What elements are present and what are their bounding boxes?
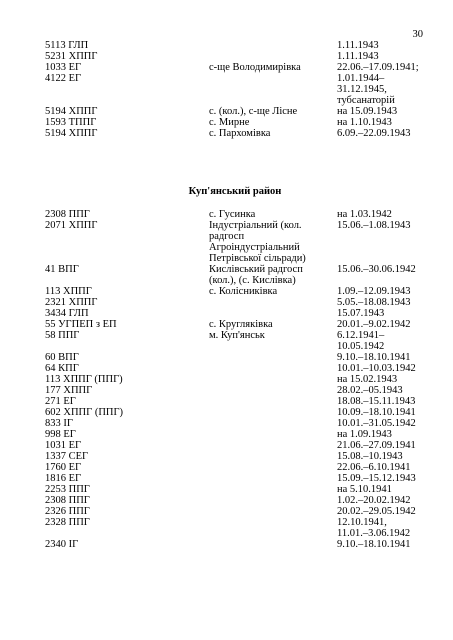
table-row [45, 440, 425, 451]
table-row [45, 429, 425, 440]
location-line: (кол.), (с. Кислівка) [209, 275, 296, 286]
hospital-period [337, 429, 425, 440]
hospital-location [209, 374, 337, 385]
location-line: Індустріальний (кол. [209, 220, 302, 231]
hospital-unit: 58 ППГ [45, 330, 80, 341]
hospital-period [337, 495, 425, 506]
table-row [45, 407, 425, 418]
hospital-unit: 60 ВПГ [45, 352, 79, 363]
hospital-list-section-2 [45, 209, 425, 550]
table-row [45, 209, 425, 220]
hospital-list-section-1 [45, 40, 425, 139]
hospital-location [209, 495, 337, 506]
table-row [45, 451, 425, 462]
period-line: 21.06.–27.09.1941 [337, 440, 416, 451]
period-line: тубсанаторій [337, 95, 395, 106]
hospital-period [337, 473, 425, 484]
hospital-period [337, 106, 425, 117]
hospital-period [337, 308, 425, 319]
period-line: 15.07.1943 [337, 308, 385, 319]
hospital-period [337, 286, 425, 297]
hospital-period [337, 319, 425, 330]
hospital-period [337, 209, 425, 220]
hospital-location [209, 51, 337, 62]
period-line: 15.08.–10.1943 [337, 451, 403, 462]
hospital-unit: 113 ХППГ [45, 286, 92, 297]
period-line: на 1.03.1942 [337, 209, 392, 220]
hospital-unit: 2253 ППГ [45, 484, 90, 495]
hospital-unit: 64 КПГ [45, 363, 79, 374]
table-row [45, 117, 425, 128]
period-line: 31.12.1945, [337, 84, 387, 95]
hospital-location [209, 473, 337, 484]
hospital-location [209, 484, 337, 495]
period-line: 1.11.1943 [337, 51, 379, 62]
hospital-period [337, 374, 425, 385]
location-line: радгосп [209, 231, 245, 242]
hospital-period [337, 407, 425, 418]
hospital-unit: 2321 ХППГ [45, 297, 98, 308]
table-row [45, 62, 425, 73]
period-line: 18.08.–15.11.1943 [337, 396, 416, 407]
table-row [45, 385, 425, 396]
table-row [45, 352, 425, 363]
location-line: с-ще Володимирівка [209, 62, 301, 73]
table-row [45, 40, 425, 51]
table-row [45, 484, 425, 495]
hospital-location [209, 517, 337, 539]
period-line: 6.09.–22.09.1943 [337, 128, 411, 139]
hospital-unit: 5231 ХППГ [45, 51, 98, 62]
hospital-unit: 1033 ЕГ [45, 62, 82, 73]
hospital-location [209, 429, 337, 440]
hospital-location [209, 407, 337, 418]
hospital-location [209, 73, 337, 106]
hospital-period [337, 330, 425, 352]
hospital-unit: 998 ЕГ [45, 429, 76, 440]
hospital-period [337, 51, 425, 62]
hospital-unit: 177 ХППГ [45, 385, 93, 396]
hospital-location [209, 106, 337, 117]
table-row [45, 330, 425, 352]
hospital-location [209, 385, 337, 396]
hospital-period [337, 506, 425, 517]
hospital-period [337, 297, 425, 308]
hospital-location [209, 451, 337, 462]
period-line: 9.10.–18.10.1941 [337, 352, 411, 363]
hospital-location [209, 330, 337, 352]
hospital-period [337, 220, 425, 264]
period-line: 10.01.–10.03.1942 [337, 363, 416, 374]
period-line: 20.02.–29.05.1942 [337, 506, 416, 517]
hospital-location [209, 319, 337, 330]
location-line: Агроіндустріальний [209, 242, 300, 253]
location-line: с. Мирне [209, 117, 250, 128]
period-line: 22.06.–6.10.1941 [337, 462, 411, 473]
table-row [45, 396, 425, 407]
table-row [45, 363, 425, 374]
period-line: 1.01.1944– [337, 73, 385, 84]
period-line: 10.01.–31.05.1942 [337, 418, 416, 429]
district-heading-kupiansk: Куп'янський район [188, 186, 282, 197]
hospital-unit: 2326 ППГ [45, 506, 90, 517]
table-row [45, 418, 425, 429]
table-row [45, 286, 425, 297]
hospital-period [337, 517, 425, 539]
location-line: Кислівський радгосп [209, 264, 303, 275]
period-line: 9.10.–18.10.1941 [337, 539, 411, 550]
hospital-location [209, 62, 337, 73]
location-line: Петрівської сільради) [209, 253, 306, 264]
table-row [45, 51, 425, 62]
hospital-unit: 5194 ХППГ [45, 106, 98, 117]
table-row [45, 495, 425, 506]
hospital-location [209, 352, 337, 363]
location-line: с. Гусинка [209, 209, 256, 220]
hospital-location [209, 440, 337, 451]
table-row [45, 374, 425, 385]
period-line: 15.09.–15.12.1943 [337, 473, 416, 484]
hospital-location [209, 506, 337, 517]
location-line: м. Куп'янськ [209, 330, 265, 341]
hospital-location [209, 117, 337, 128]
hospital-period [337, 40, 425, 51]
table-row [45, 220, 425, 264]
location-line: с. Колісниківка [209, 286, 278, 297]
page-number: 30 [412, 29, 423, 40]
hospital-unit: 5113 ГЛП [45, 40, 89, 51]
hospital-location [209, 396, 337, 407]
hospital-unit: 1816 ЕГ [45, 473, 82, 484]
period-line: 5.05.–18.08.1943 [337, 297, 411, 308]
hospital-location [209, 539, 337, 550]
hospital-period [337, 451, 425, 462]
period-line: 1.09.–12.09.1943 [337, 286, 411, 297]
hospital-location [209, 462, 337, 473]
hospital-location [209, 209, 337, 220]
hospital-location [209, 363, 337, 374]
table-row [45, 473, 425, 484]
period-line: на 5.10.1941 [337, 484, 392, 495]
hospital-period [337, 385, 425, 396]
period-line: 15.06.–1.08.1943 [337, 220, 411, 231]
table-row [45, 106, 425, 117]
period-line: на 1.10.1943 [337, 117, 392, 128]
hospital-unit: 113 ХППГ (ППГ) [45, 374, 123, 385]
period-line: 20.01.–9.02.1942 [337, 319, 411, 330]
table-row [45, 319, 425, 330]
table-row [45, 264, 425, 286]
hospital-unit: 5194 ХППГ [45, 128, 98, 139]
table-row [45, 462, 425, 473]
table-row [45, 128, 425, 139]
period-line: 10.09.–18.10.1941 [337, 407, 416, 418]
hospital-unit: 271 ЕГ [45, 396, 76, 407]
table-row [45, 297, 425, 308]
hospital-period [337, 440, 425, 451]
period-line: 15.06.–30.06.1942 [337, 264, 416, 275]
hospital-location [209, 286, 337, 297]
table-row [45, 308, 425, 319]
hospital-location [209, 220, 337, 264]
hospital-period [337, 128, 425, 139]
hospital-period [337, 462, 425, 473]
hospital-unit: 55 УГПЕП з ЕП [45, 319, 117, 330]
hospital-unit: 2071 ХППГ [45, 220, 98, 231]
period-line: 12.10.1941, [337, 517, 387, 528]
period-line: 10.05.1942 [337, 341, 385, 352]
hospital-period [337, 363, 425, 374]
hospital-period [337, 62, 425, 73]
location-line: с. Кругляківка [209, 319, 273, 330]
location-line: с. Пархомівка [209, 128, 271, 139]
table-row [45, 517, 425, 539]
hospital-period [337, 117, 425, 128]
hospital-unit: 833 ІГ [45, 418, 73, 429]
hospital-period [337, 418, 425, 429]
period-line: 11.01.–3.06.1942 [337, 528, 411, 539]
hospital-location [209, 418, 337, 429]
hospital-period [337, 352, 425, 363]
period-line: 6.12.1941– [337, 330, 385, 341]
table-row [45, 73, 425, 106]
period-line: 28.02.–05.1943 [337, 385, 403, 396]
hospital-location [209, 40, 337, 51]
hospital-unit: 1031 ЕГ [45, 440, 82, 451]
hospital-unit: 602 ХППГ (ППГ) [45, 407, 124, 418]
hospital-location [209, 297, 337, 308]
period-line: на 15.02.1943 [337, 374, 398, 385]
hospital-unit: 1337 СЕГ [45, 451, 89, 462]
hospital-unit: 2340 ІГ [45, 539, 79, 550]
hospital-period [337, 396, 425, 407]
period-line: на 15.09.1943 [337, 106, 398, 117]
hospital-unit: 2308 ППГ [45, 209, 90, 220]
hospital-location [209, 128, 337, 139]
table-row [45, 506, 425, 517]
hospital-location [209, 308, 337, 319]
hospital-period [337, 73, 425, 106]
hospital-period [337, 264, 425, 286]
location-line: с. (кол.), с-ще Лісне [209, 106, 298, 117]
hospital-period [337, 539, 425, 550]
period-line: 22.06.–17.09.1941; [337, 62, 419, 73]
period-line: на 1.09.1943 [337, 429, 392, 440]
hospital-unit: 2328 ППГ [45, 517, 90, 528]
hospital-location [209, 264, 337, 286]
period-line: 1.02.–20.02.1942 [337, 495, 411, 506]
hospital-unit: 41 ВПГ [45, 264, 79, 275]
period-line: 1.11.1943 [337, 40, 379, 51]
hospital-unit: 3434 ГЛП [45, 308, 89, 319]
hospital-unit: 2308 ППГ [45, 495, 90, 506]
hospital-period [337, 484, 425, 495]
hospital-unit: 4122 ЕГ [45, 73, 82, 84]
hospital-unit: 1593 ТППГ [45, 117, 97, 128]
hospital-unit: 1760 ЕГ [45, 462, 82, 473]
table-row [45, 539, 425, 550]
